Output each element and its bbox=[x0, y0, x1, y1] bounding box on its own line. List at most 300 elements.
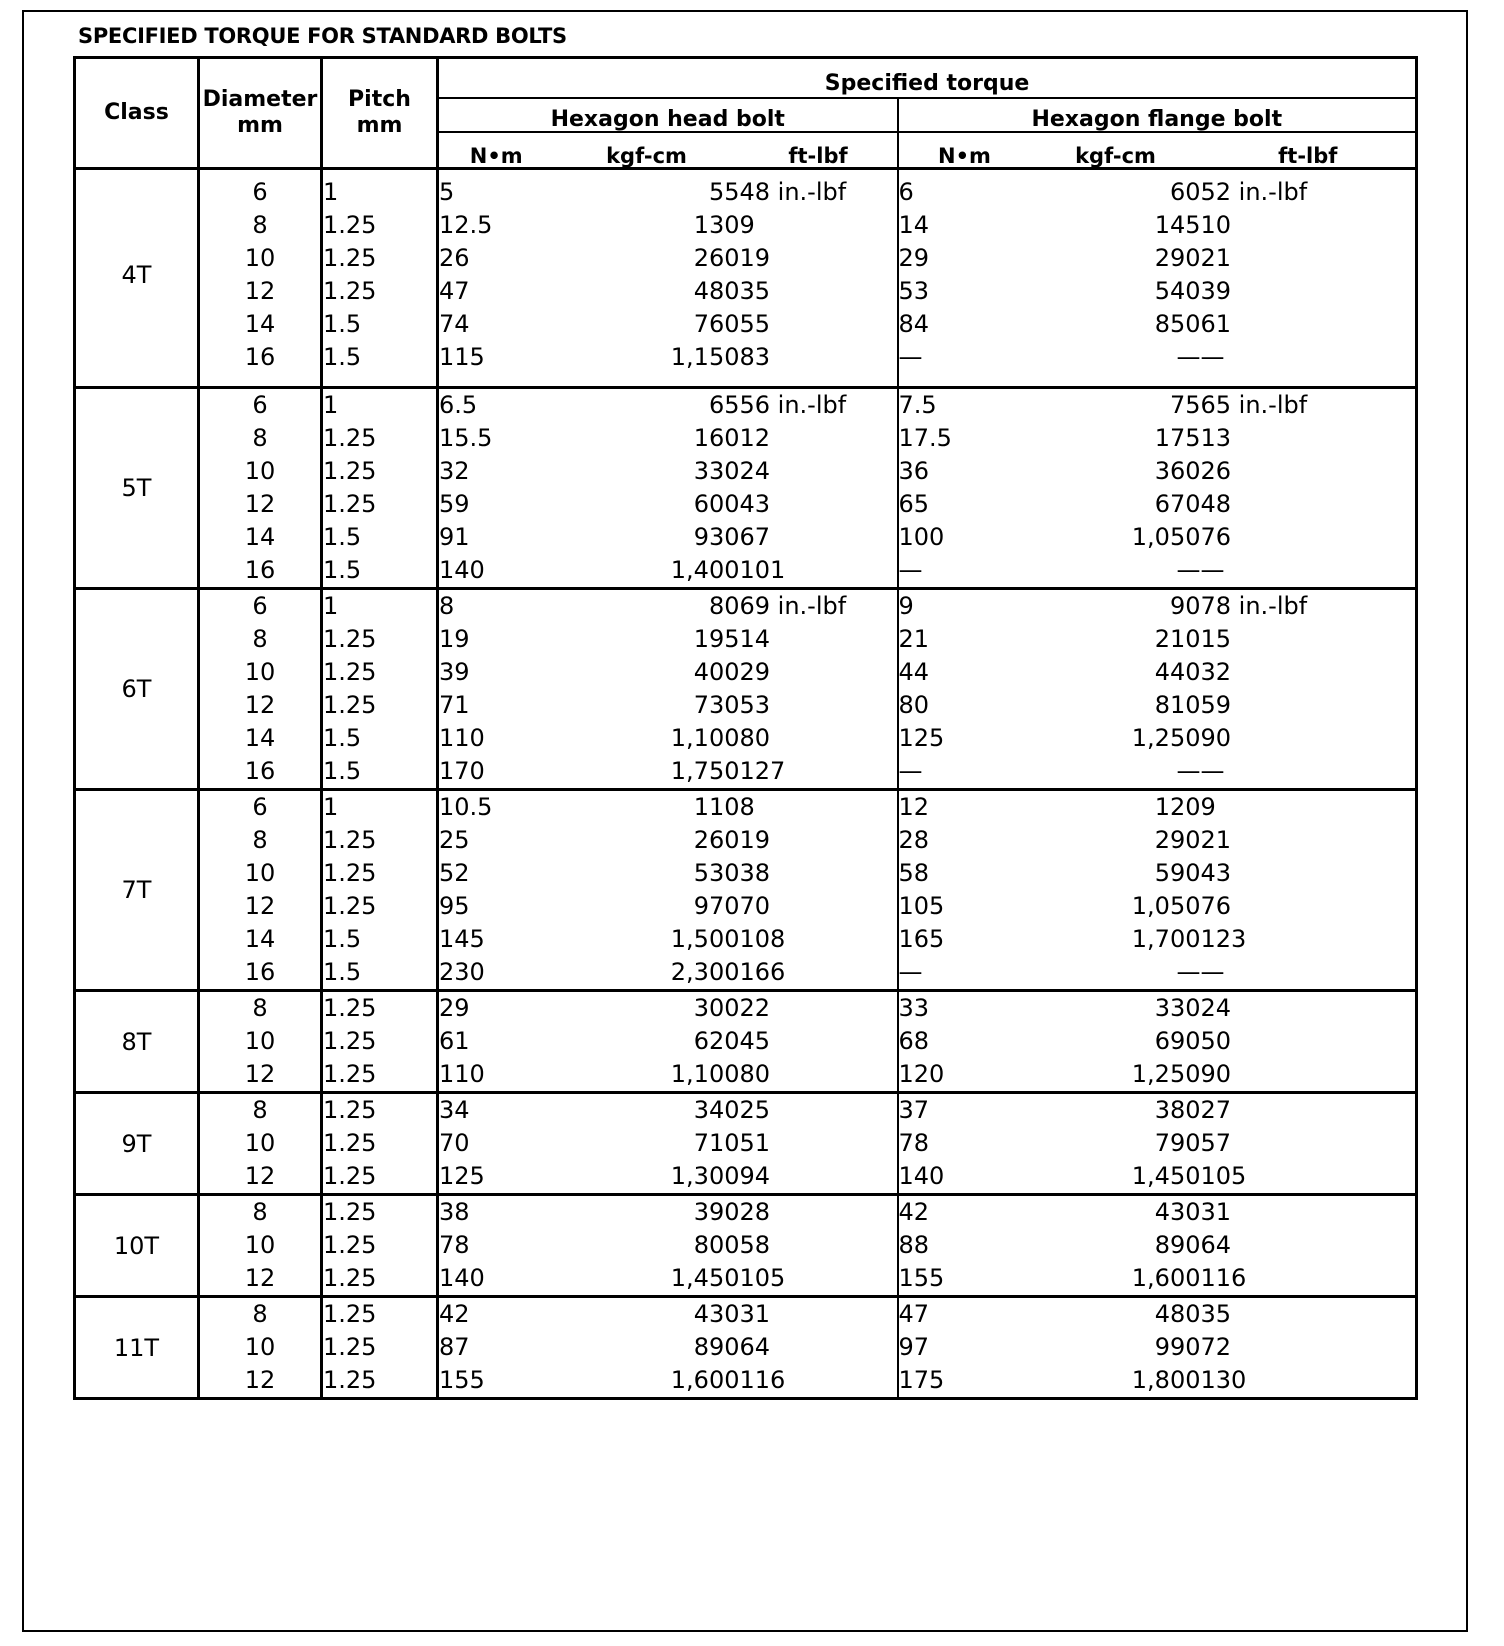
diameter-value: 10 bbox=[244, 658, 276, 686]
head-ft-value: 83 bbox=[739, 343, 771, 371]
flange-kgf-value: 1,800 bbox=[1131, 1366, 1201, 1394]
head-ft-value: 51 bbox=[739, 1129, 771, 1157]
head-ft-value: 53 bbox=[739, 691, 771, 719]
flange-nm-value: 44 bbox=[898, 658, 930, 686]
class-group-row bbox=[75, 991, 1417, 1093]
pitch-value: 1 bbox=[323, 592, 339, 620]
flange-ft-column-cell bbox=[1201, 1093, 1417, 1195]
head-ft-value: 94 bbox=[739, 1162, 771, 1190]
diameter-value: 10 bbox=[244, 859, 276, 887]
flange-kgf-value: 590 bbox=[1154, 859, 1201, 887]
head-ft-value: 116 bbox=[739, 1366, 786, 1394]
flange-ft-value: — bbox=[1200, 757, 1225, 785]
pitch-value: 1.25 bbox=[323, 1300, 377, 1328]
head-ft-column-cell bbox=[740, 1297, 898, 1399]
head-kgf-column-cell bbox=[554, 1297, 740, 1399]
pitch-value: 1.25 bbox=[323, 1231, 377, 1259]
class-group-row bbox=[75, 1195, 1417, 1297]
head-nm-value: 78 bbox=[439, 1231, 470, 1259]
pitch-column-cell bbox=[322, 1297, 438, 1399]
head-kgf-value: 195 bbox=[693, 625, 740, 653]
torque-table bbox=[73, 56, 1418, 1400]
head-nm-value: 140 bbox=[439, 556, 485, 584]
head-kgf-value: 1,100 bbox=[670, 1060, 740, 1088]
flange-nm-column-cell bbox=[898, 1093, 1031, 1195]
flange-nm-value: 97 bbox=[898, 1333, 930, 1361]
flange-ft-value: 116 bbox=[1200, 1264, 1247, 1292]
diameter-value: 6 bbox=[252, 592, 268, 620]
head-kgf-value: 1,600 bbox=[670, 1366, 740, 1394]
bolt-class-cell: 11T bbox=[113, 1333, 160, 1362]
flange-ft-value: 48 bbox=[1200, 490, 1232, 518]
head-kgf-column-cell bbox=[554, 388, 740, 589]
flange-nm-value: 58 bbox=[898, 859, 930, 887]
diameter-value: 12 bbox=[244, 892, 276, 920]
flange-ft-value: 39 bbox=[1200, 277, 1232, 305]
flange-ft-value: 15 bbox=[1200, 625, 1232, 653]
flange-nm-value: 53 bbox=[898, 277, 930, 305]
flange-kgf-value: 670 bbox=[1154, 490, 1201, 518]
diameter-value: 12 bbox=[244, 691, 276, 719]
flange-nm-header: N•m bbox=[898, 132, 1031, 169]
flange-kgf-value: 75 bbox=[1169, 391, 1201, 419]
diameter-value: 12 bbox=[244, 1162, 276, 1190]
pitch-value: 1.25 bbox=[323, 691, 377, 719]
diameter-value: 8 bbox=[252, 424, 268, 452]
flange-kgf-value: 540 bbox=[1154, 277, 1201, 305]
flange-kgf-value: 1,600 bbox=[1131, 1264, 1201, 1292]
pitch-value: 1.25 bbox=[323, 1129, 377, 1157]
diameter-value: 12 bbox=[244, 1264, 276, 1292]
head-nm-column-cell bbox=[438, 1195, 554, 1297]
flange-kgf-value: 850 bbox=[1154, 310, 1201, 338]
diameter-column-cell bbox=[199, 169, 322, 388]
flange-ft-column-cell bbox=[1201, 1195, 1417, 1297]
flange-nm-value: 80 bbox=[898, 691, 930, 719]
head-ft-column-cell bbox=[740, 1195, 898, 1297]
head-kgf-value: 1,400 bbox=[670, 556, 740, 584]
head-kgf-header: kgf-cm bbox=[554, 132, 740, 169]
head-nm-value: 5 bbox=[439, 178, 455, 206]
head-nm-column-cell bbox=[438, 169, 554, 388]
pitch-value: 1.5 bbox=[323, 523, 362, 551]
head-kgf-value: 970 bbox=[693, 892, 740, 920]
head-kgf-value: 600 bbox=[693, 490, 740, 518]
flange-kgf-value: 480 bbox=[1154, 1300, 1201, 1328]
flange-kgf-header: kgf-cm bbox=[1031, 132, 1201, 169]
flange-ft-value: 90 bbox=[1200, 1060, 1232, 1088]
pitch-value: 1.25 bbox=[323, 658, 377, 686]
pitch-value: 1.25 bbox=[323, 424, 377, 452]
flange-ft-value: 21 bbox=[1200, 826, 1232, 854]
head-ft-value: 56 in.-lbf bbox=[739, 391, 847, 419]
head-kgf-value: 730 bbox=[693, 691, 740, 719]
diameter-value: 16 bbox=[244, 958, 276, 986]
head-nm-header: N•m bbox=[438, 132, 554, 169]
head-kgf-value: 340 bbox=[693, 1096, 740, 1124]
flange-kgf-value: 145 bbox=[1154, 211, 1201, 239]
diameter-value: 14 bbox=[244, 523, 276, 551]
diameter-value: 8 bbox=[252, 1096, 268, 1124]
pitch-value: 1 bbox=[323, 391, 339, 419]
head-ft-value: 8 bbox=[739, 793, 755, 821]
head-ft-value: 9 bbox=[739, 211, 755, 239]
head-ft-column-cell bbox=[740, 169, 898, 388]
diameter-value: 14 bbox=[244, 724, 276, 752]
flange-ft-value: 27 bbox=[1200, 1096, 1232, 1124]
bolt-class-cell: 6T bbox=[75, 589, 199, 790]
flange-nm-value: 21 bbox=[898, 625, 930, 653]
flange-kgf-value: 1,450 bbox=[1131, 1162, 1201, 1190]
head-ft-value: 31 bbox=[739, 1300, 771, 1328]
head-kgf-value: 260 bbox=[693, 244, 740, 272]
diameter-column-cell bbox=[199, 1297, 322, 1399]
torque-table-body bbox=[75, 169, 1417, 1399]
flange-ft-value: 76 bbox=[1200, 892, 1232, 920]
pitch-value: 1.25 bbox=[323, 1060, 377, 1088]
pitch-column-cell bbox=[322, 589, 438, 790]
head-ft-value: 19 bbox=[739, 244, 771, 272]
head-nm-value: 26 bbox=[439, 244, 470, 272]
flange-kgf-value: — bbox=[1176, 556, 1201, 584]
head-kgf-value: 1,750 bbox=[670, 757, 740, 785]
head-nm-value: 170 bbox=[439, 757, 485, 785]
head-ft-column-cell bbox=[740, 1093, 898, 1195]
class-header: Class bbox=[75, 58, 199, 169]
flange-kgf-column-cell bbox=[1031, 1297, 1201, 1399]
flange-nm-column-cell bbox=[898, 589, 1031, 790]
flange-ft-value: 65 in.-lbf bbox=[1200, 391, 1308, 419]
pitch-value: 1.5 bbox=[323, 724, 362, 752]
bolt-class-cell: 4T bbox=[75, 169, 199, 388]
pitch-column-cell bbox=[322, 790, 438, 991]
head-kgf-value: 710 bbox=[693, 1129, 740, 1157]
flange-kgf-column-cell bbox=[1031, 388, 1201, 589]
diameter-value: 10 bbox=[244, 1027, 276, 1055]
head-nm-value: 110 bbox=[439, 1060, 485, 1088]
class-group-row bbox=[75, 169, 1417, 388]
flange-kgf-value: 810 bbox=[1154, 691, 1201, 719]
head-nm-value: 74 bbox=[439, 310, 470, 338]
head-kgf-value: 1,100 bbox=[670, 724, 740, 752]
head-nm-value: 15.5 bbox=[439, 424, 493, 452]
head-nm-value: 39 bbox=[439, 658, 470, 686]
diameter-value: 14 bbox=[244, 925, 276, 953]
pitch-value: 1.25 bbox=[323, 859, 377, 887]
head-nm-value: 6.5 bbox=[439, 391, 478, 419]
flange-nm-value: 175 bbox=[898, 1366, 945, 1394]
head-nm-value: 61 bbox=[439, 1027, 470, 1055]
head-nm-value: 10.5 bbox=[439, 793, 493, 821]
flange-ft-value: 130 bbox=[1200, 1366, 1247, 1394]
flange-nm-value: 28 bbox=[898, 826, 930, 854]
flange-kgf-value: 330 bbox=[1154, 994, 1201, 1022]
bolt-class-cell: 8T bbox=[75, 991, 199, 1093]
pitch-value: 1.25 bbox=[323, 1027, 377, 1055]
pitch-value: 1.5 bbox=[323, 310, 362, 338]
head-nm-value: 145 bbox=[439, 925, 485, 953]
head-nm-value: 19 bbox=[439, 625, 470, 653]
hex-flange-bolt-header: Hexagon flange bolt bbox=[898, 98, 1417, 132]
flange-ft-value: 9 bbox=[1200, 793, 1216, 821]
flange-nm-value: 47 bbox=[898, 1300, 930, 1328]
flange-kgf-value: 1,050 bbox=[1131, 523, 1201, 551]
bolt-class-cell: 5T bbox=[75, 388, 199, 589]
flange-nm-value: 12 bbox=[898, 793, 930, 821]
head-kgf-column-cell bbox=[554, 790, 740, 991]
flange-nm-value: 165 bbox=[898, 925, 945, 953]
flange-ft-value: 21 bbox=[1200, 244, 1232, 272]
head-ft-value: 166 bbox=[739, 958, 786, 986]
flange-ft-value: 43 bbox=[1200, 859, 1232, 887]
pitch-value: 1.25 bbox=[323, 277, 377, 305]
flange-nm-value: 29 bbox=[898, 244, 930, 272]
flange-ft-value: 10 bbox=[1200, 211, 1232, 239]
head-ft-column-cell bbox=[740, 991, 898, 1093]
flange-kgf-value: — bbox=[1176, 958, 1201, 986]
head-nm-value: 115 bbox=[439, 343, 485, 371]
diameter-value: 12 bbox=[244, 277, 276, 305]
flange-nm-value: 9 bbox=[898, 592, 914, 620]
pitch-value: 1.5 bbox=[323, 556, 362, 584]
class-group-row bbox=[75, 388, 1417, 589]
flange-nm-column-cell bbox=[898, 1297, 1031, 1399]
head-kgf-value: 400 bbox=[693, 658, 740, 686]
flange-ft-value: 72 bbox=[1200, 1333, 1232, 1361]
class-group-row bbox=[75, 589, 1417, 790]
head-kgf-value: 110 bbox=[693, 793, 740, 821]
head-ft-value: 19 bbox=[739, 826, 771, 854]
pitch-value: 1.25 bbox=[323, 1096, 377, 1124]
diameter-value: 10 bbox=[244, 457, 276, 485]
flange-ft-column-cell bbox=[1201, 1297, 1417, 1399]
diameter-header: Diameter mm bbox=[199, 58, 322, 169]
head-nm-value: 140 bbox=[439, 1264, 485, 1292]
head-kgf-value: 55 bbox=[708, 178, 740, 206]
diameter-column-cell bbox=[199, 790, 322, 991]
head-kgf-value: 890 bbox=[693, 1333, 740, 1361]
flange-kgf-column-cell bbox=[1031, 589, 1201, 790]
flange-ft-value: 35 bbox=[1200, 1300, 1232, 1328]
head-ft-value: 70 bbox=[739, 892, 771, 920]
head-nm-column-cell bbox=[438, 589, 554, 790]
diameter-column-cell bbox=[199, 1093, 322, 1195]
flange-nm-value: 140 bbox=[898, 1162, 945, 1190]
flange-ft-value: — bbox=[1200, 958, 1225, 986]
flange-nm-value: 120 bbox=[898, 1060, 945, 1088]
flange-kgf-value: 430 bbox=[1154, 1198, 1201, 1226]
head-nm-value: 70 bbox=[439, 1129, 470, 1157]
head-ft-column-cell bbox=[740, 589, 898, 790]
flange-kgf-value: 120 bbox=[1154, 793, 1201, 821]
diameter-value: 16 bbox=[244, 757, 276, 785]
diameter-value: 10 bbox=[244, 244, 276, 272]
flange-kgf-value: 210 bbox=[1154, 625, 1201, 653]
pitch-column-cell bbox=[322, 169, 438, 388]
flange-kgf-value: 175 bbox=[1154, 424, 1201, 452]
diameter-column-cell bbox=[199, 991, 322, 1093]
head-nm-column-cell bbox=[438, 1297, 554, 1399]
flange-ft-value: 13 bbox=[1200, 424, 1232, 452]
head-kgf-value: 260 bbox=[693, 826, 740, 854]
head-ft-column-cell bbox=[740, 790, 898, 991]
head-ft-value: 67 bbox=[739, 523, 771, 551]
head-nm-value: 155 bbox=[439, 1366, 485, 1394]
flange-nm-value: 33 bbox=[898, 994, 930, 1022]
head-nm-value: 8 bbox=[439, 592, 455, 620]
flange-kgf-value: 90 bbox=[1169, 592, 1201, 620]
head-nm-value: 59 bbox=[439, 490, 470, 518]
class-group-row bbox=[75, 1093, 1417, 1195]
specified-torque-header: Specified torque bbox=[438, 58, 1417, 99]
flange-ft-value: 26 bbox=[1200, 457, 1232, 485]
flange-ft-value: 64 bbox=[1200, 1231, 1232, 1259]
flange-ft-column-cell bbox=[1201, 991, 1417, 1093]
head-kgf-value: 330 bbox=[693, 457, 740, 485]
flange-kgf-column-cell bbox=[1031, 169, 1201, 388]
head-kgf-column-cell bbox=[554, 169, 740, 388]
flange-nm-value: 65 bbox=[898, 490, 930, 518]
flange-nm-value: 100 bbox=[898, 523, 945, 551]
head-nm-value: 42 bbox=[439, 1300, 470, 1328]
flange-nm-column-cell bbox=[898, 169, 1031, 388]
diameter-value: 8 bbox=[252, 625, 268, 653]
head-nm-value: 87 bbox=[439, 1333, 470, 1361]
head-ft-value: 22 bbox=[739, 994, 771, 1022]
head-ft-column-cell bbox=[740, 388, 898, 589]
flange-nm-column-cell bbox=[898, 991, 1031, 1093]
diameter-column-cell bbox=[199, 589, 322, 790]
pitch-column-cell bbox=[322, 388, 438, 589]
head-kgf-value: 160 bbox=[693, 424, 740, 452]
flange-ft-value: 61 bbox=[1200, 310, 1232, 338]
head-kgf-column-cell bbox=[554, 589, 740, 790]
flange-kgf-column-cell bbox=[1031, 1093, 1201, 1195]
flange-ft-value: 59 bbox=[1200, 691, 1232, 719]
head-kgf-column-cell bbox=[554, 991, 740, 1093]
flange-ft-value: 105 bbox=[1200, 1162, 1247, 1190]
diameter-value: 6 bbox=[252, 793, 268, 821]
flange-nm-value: 78 bbox=[898, 1129, 930, 1157]
document-title: SPECIFIED TORQUE FOR STANDARD BOLTS bbox=[78, 24, 567, 48]
head-ft-value: 35 bbox=[739, 277, 771, 305]
flange-ft-column-cell bbox=[1201, 388, 1417, 589]
pitch-value: 1.25 bbox=[323, 1264, 377, 1292]
flange-ft-column-cell bbox=[1201, 589, 1417, 790]
head-ft-value: 105 bbox=[739, 1264, 786, 1292]
flange-nm-value: 68 bbox=[898, 1027, 930, 1055]
head-ft-value: 25 bbox=[739, 1096, 771, 1124]
head-nm-value: 25 bbox=[439, 826, 470, 854]
flange-ft-value: 76 bbox=[1200, 523, 1232, 551]
head-ft-value: 24 bbox=[739, 457, 771, 485]
pitch-value: 1.25 bbox=[323, 457, 377, 485]
head-nm-value: 12.5 bbox=[439, 211, 493, 239]
flange-ft-value: 90 bbox=[1200, 724, 1232, 752]
diameter-value: 16 bbox=[244, 556, 276, 584]
flange-nm-value: — bbox=[898, 556, 923, 584]
head-ft-value: 80 bbox=[739, 724, 771, 752]
flange-kgf-value: 790 bbox=[1154, 1129, 1201, 1157]
pitch-value: 1.25 bbox=[323, 994, 377, 1022]
head-nm-value: 38 bbox=[439, 1198, 470, 1226]
head-kgf-value: 530 bbox=[693, 859, 740, 887]
head-nm-column-cell bbox=[438, 388, 554, 589]
flange-kgf-value: 690 bbox=[1154, 1027, 1201, 1055]
head-kgf-value: 760 bbox=[693, 310, 740, 338]
diameter-value: 14 bbox=[244, 310, 276, 338]
head-nm-value: 71 bbox=[439, 691, 470, 719]
pitch-value: 1.25 bbox=[323, 211, 377, 239]
flange-kgf-column-cell bbox=[1031, 790, 1201, 991]
head-nm-value: 47 bbox=[439, 277, 470, 305]
diameter-value: 12 bbox=[244, 1366, 276, 1394]
head-ft-value: 101 bbox=[739, 556, 786, 584]
flange-nm-value: — bbox=[898, 343, 923, 371]
diameter-column-cell bbox=[199, 1195, 322, 1297]
flange-ft-value: 24 bbox=[1200, 994, 1232, 1022]
flange-ft-value: 32 bbox=[1200, 658, 1232, 686]
head-kgf-column-cell bbox=[554, 1093, 740, 1195]
head-kgf-value: 480 bbox=[693, 277, 740, 305]
head-kgf-column-cell bbox=[554, 1195, 740, 1297]
flange-ft-value: 123 bbox=[1200, 925, 1247, 953]
diameter-value: 6 bbox=[252, 391, 268, 419]
head-nm-value: 29 bbox=[439, 994, 470, 1022]
pitch-value: 1.5 bbox=[323, 343, 362, 371]
head-ft-value: 108 bbox=[739, 925, 786, 953]
pitch-value: 1.25 bbox=[323, 826, 377, 854]
flange-ft-header: ft-lbf bbox=[1201, 132, 1417, 169]
pitch-value: 1.25 bbox=[323, 1198, 377, 1226]
flange-ft-value: 57 bbox=[1200, 1129, 1232, 1157]
head-ft-value: 58 bbox=[739, 1231, 771, 1259]
head-nm-value: 95 bbox=[439, 892, 470, 920]
head-kgf-value: 1,150 bbox=[670, 343, 740, 371]
head-ft-value: 69 in.-lbf bbox=[739, 592, 847, 620]
flange-nm-value: — bbox=[898, 958, 923, 986]
diameter-value: 10 bbox=[244, 1231, 276, 1259]
head-ft-value: 45 bbox=[739, 1027, 771, 1055]
flange-ft-value: 50 bbox=[1200, 1027, 1232, 1055]
flange-nm-value: 7.5 bbox=[898, 391, 937, 419]
flange-kgf-column-cell bbox=[1031, 1195, 1201, 1297]
pitch-value: 1.25 bbox=[323, 490, 377, 518]
pitch-value: 1.25 bbox=[323, 1333, 377, 1361]
head-kgf-value: 1,300 bbox=[670, 1162, 740, 1190]
flange-kgf-value: 290 bbox=[1154, 826, 1201, 854]
diameter-value: 8 bbox=[252, 211, 268, 239]
head-kgf-value: 1,450 bbox=[670, 1264, 740, 1292]
diameter-value: 8 bbox=[252, 994, 268, 1022]
flange-ft-value: — bbox=[1200, 556, 1225, 584]
head-kgf-value: 390 bbox=[693, 1198, 740, 1226]
head-kgf-value: 2,300 bbox=[670, 958, 740, 986]
flange-ft-value: 31 bbox=[1200, 1198, 1232, 1226]
diameter-value: 6 bbox=[252, 178, 268, 206]
flange-nm-value: 88 bbox=[898, 1231, 930, 1259]
head-kgf-value: 800 bbox=[693, 1231, 740, 1259]
flange-nm-value: 42 bbox=[898, 1198, 930, 1226]
pitch-value: 1.25 bbox=[323, 244, 377, 272]
class-group-row bbox=[75, 1297, 1417, 1399]
head-nm-column-cell bbox=[438, 991, 554, 1093]
class-group-row bbox=[75, 790, 1417, 991]
pitch-column-cell bbox=[322, 1093, 438, 1195]
pitch-value: 1 bbox=[323, 178, 339, 206]
head-ft-value: 12 bbox=[739, 424, 771, 452]
pitch-value: 1.5 bbox=[323, 925, 362, 953]
